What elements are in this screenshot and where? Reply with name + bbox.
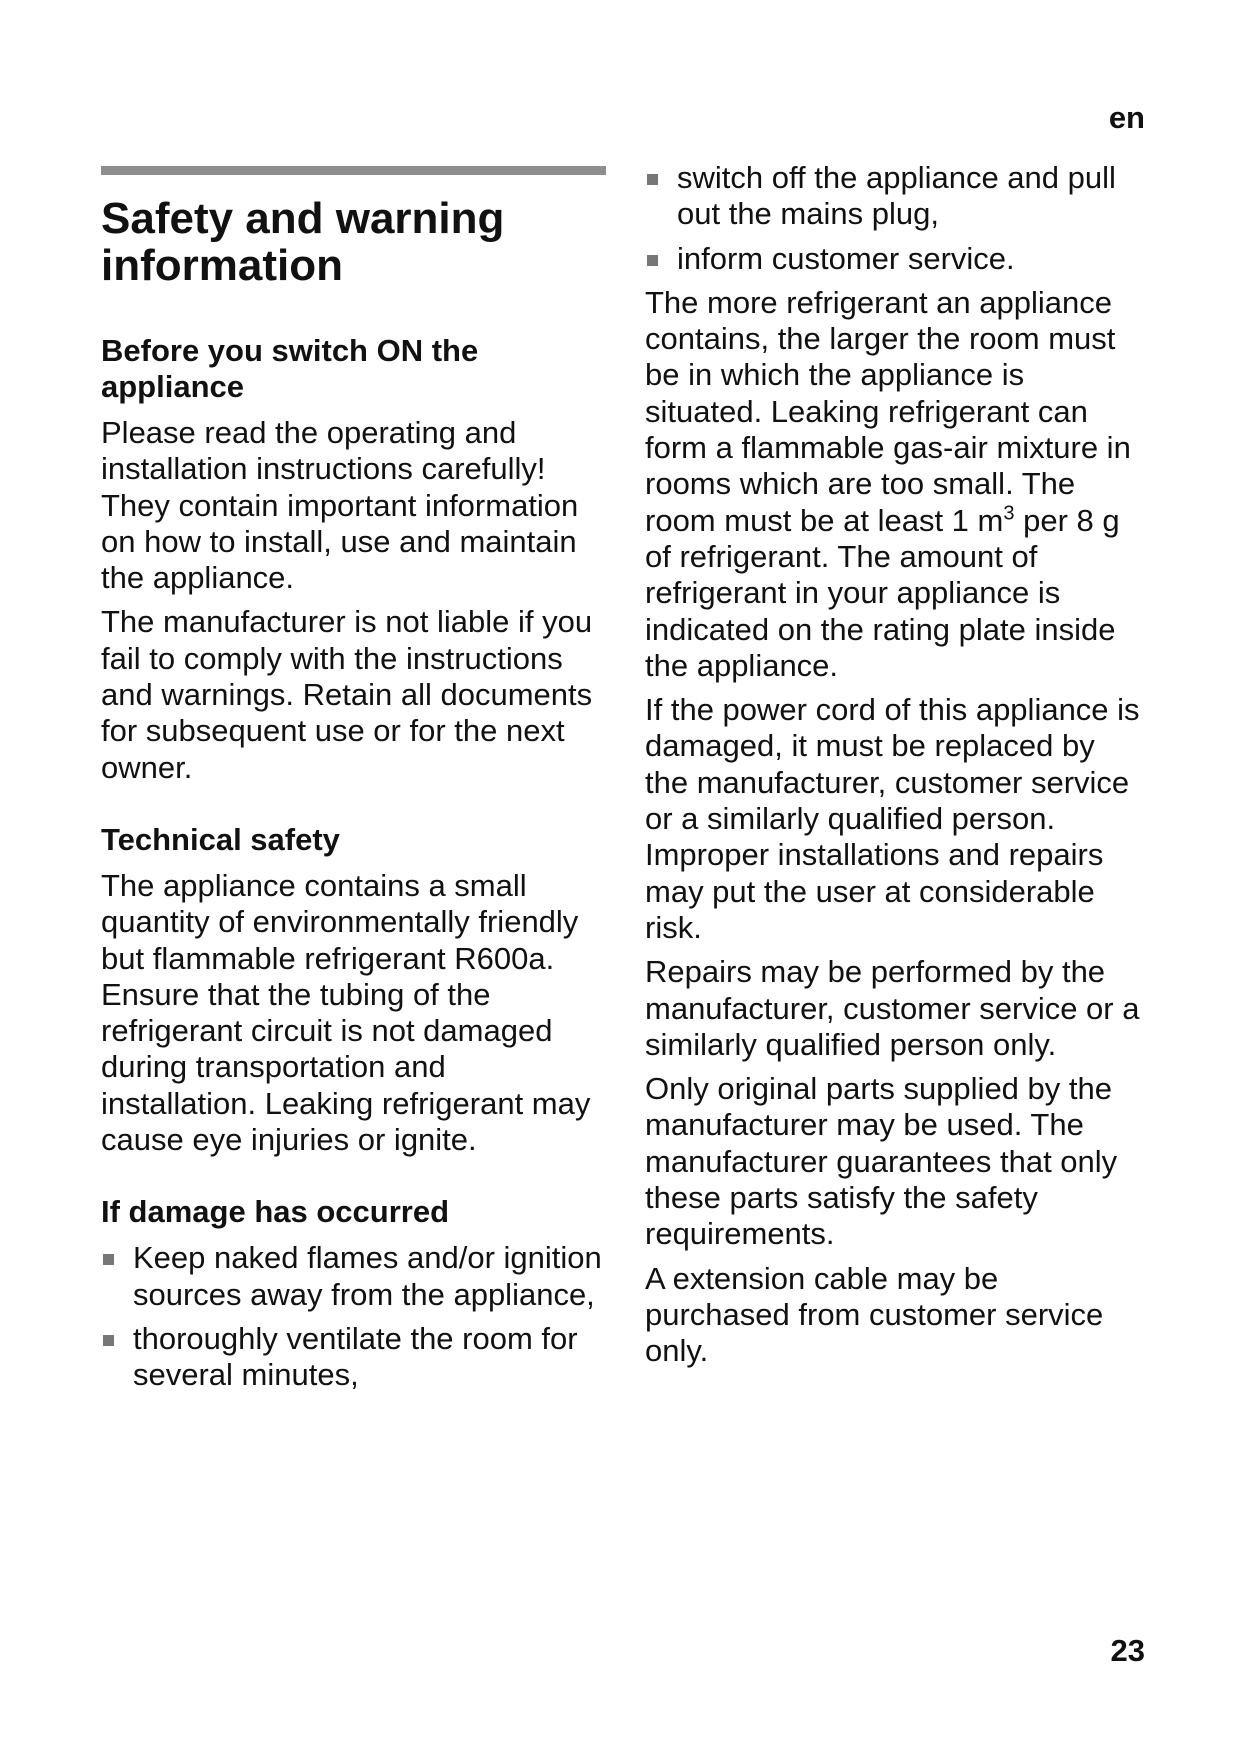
paragraph-manufacturer-liability: The manufacturer is not liable if you fail to comply with the instructions and warnings. Retain all documents for subsequent use or for the next owner. <box>101 604 593 785</box>
right-column <box>645 160 1145 1378</box>
list-item <box>645 241 1145 277</box>
square-bullet-icon <box>103 1254 114 1265</box>
damage-list <box>101 1240 606 1393</box>
list-item-text: inform customer service. <box>677 240 1015 276</box>
list-item <box>101 1240 606 1313</box>
page-number: 23 <box>1110 1633 1145 1668</box>
paragraph-extension-cable: A extension cable may be purchased from customer service only. <box>645 1260 1104 1369</box>
square-bullet-icon <box>103 1335 114 1346</box>
section-rule <box>101 166 606 175</box>
paragraph-power-cord: If the power cord of this appliance is damaged, it must be replaced by the manufacturer, customer service or a similarly qualified person. Improper installations and repairs may put the user at considerable risk. <box>645 692 1140 945</box>
square-bullet-icon <box>647 174 658 185</box>
list-item <box>101 1321 606 1394</box>
paragraph-refrigerant: The appliance contains a small quantity of environmentally friendly but flammable refrigerant R600a. Ensure that the tubing of the refrigerant circuit is not damaged during transportation and installation. Leaking refrigerant may cause eye injuries or ignite. <box>101 867 591 1158</box>
list-item-text: switch off the appliance and pull out the mains plug, <box>677 160 1116 232</box>
page-title: Safety and warning information <box>101 194 505 290</box>
damage-list-continued <box>645 160 1145 277</box>
heading-before-switch-on: Before you switch ON the appliance <box>101 333 479 404</box>
heading-if-damage: If damage has occurred <box>101 1194 450 1230</box>
superscript: 3 <box>1003 502 1015 525</box>
list-item <box>645 160 1145 233</box>
room-size-text-cont: per 8 g of refrigerant. The amount of refrigerant in your appliance is indicated on the rating plate inside the appliance. <box>645 502 1120 683</box>
left-column <box>101 166 606 1402</box>
language-label: en <box>1108 100 1145 135</box>
paragraph-repairs: Repairs may be performed by the manufacturer, customer service or a similarly qualified person only. <box>645 954 1140 1062</box>
list-item-text: Keep naked flames and/or ignition sources away from the appliance, <box>133 1240 602 1312</box>
heading-technical-safety: Technical safety <box>101 821 340 857</box>
square-bullet-icon <box>647 255 658 266</box>
list-item-text: thoroughly ventilate the room for several minutes, <box>133 1320 578 1393</box>
paragraph-original-parts: Only original parts supplied by the manufacturer may be used. The manufacturer guarantees that only these parts satisfy the safety requirements. <box>645 1071 1118 1252</box>
paragraph-room-size <box>645 285 1145 684</box>
room-size-text: The more refrigerant an appliance contains, the larger the room must be in which the appliance is situated. Leaking refrigerant can form a flammable gas-air mixture in rooms which are too small. The room must be at least 1 m <box>645 284 1131 538</box>
paragraph-read-instructions: Please read the operating and installation instructions carefully! They contain important information on how to install, use and maintain the appliance. <box>101 415 579 596</box>
